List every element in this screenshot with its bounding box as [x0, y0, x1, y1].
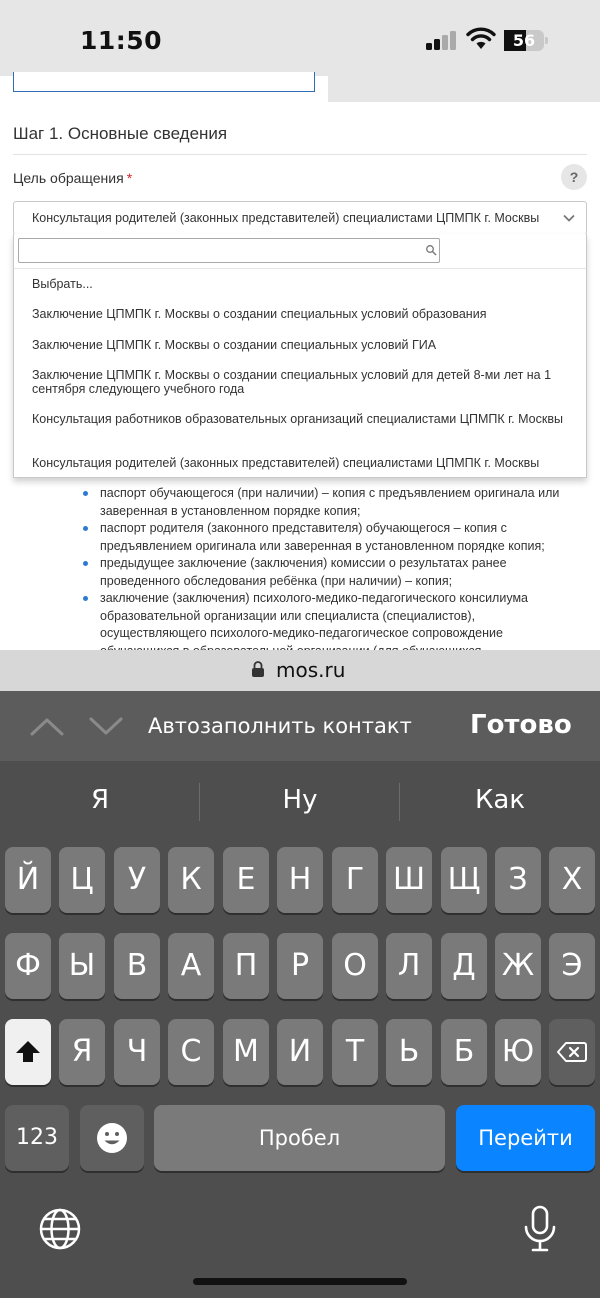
list-item: [83, 520, 583, 555]
key-soft-sign[interactable]: Ь: [386, 1019, 432, 1085]
globe-icon[interactable]: [38, 1207, 82, 1251]
previous-section-strip: [0, 76, 328, 102]
option-education-conditions[interactable]: Заключение ЦПМПК г. Москвы о создании специальных условий образования: [32, 307, 487, 321]
key-i[interactable]: И: [277, 1019, 323, 1085]
list-item: [83, 555, 583, 590]
previous-input-field[interactable]: [13, 72, 315, 92]
key-zh[interactable]: Ж: [495, 933, 541, 999]
key-m[interactable]: М: [223, 1019, 269, 1085]
key-o[interactable]: О: [332, 933, 378, 999]
key-v[interactable]: В: [114, 933, 160, 999]
space-key[interactable]: Пробел: [154, 1105, 445, 1171]
option-gia-conditions[interactable]: Заключение ЦПМПК г. Москвы о создании специальных условий ГИА: [32, 338, 437, 352]
dropdown-search-input[interactable]: [18, 238, 440, 263]
key-g[interactable]: Г: [332, 847, 378, 913]
key-k[interactable]: К: [168, 847, 214, 913]
chevron-up-icon[interactable]: [28, 711, 66, 741]
search-icon: [425, 244, 437, 256]
wifi-icon: [466, 28, 496, 50]
key-t[interactable]: Т: [332, 1019, 378, 1085]
keyboard-accessory-bar: [0, 691, 600, 761]
key-ye[interactable]: Е: [223, 847, 269, 913]
bullet-icon: [83, 596, 88, 601]
documents-list: [83, 485, 583, 660]
battery-level: 56: [512, 31, 536, 50]
shift-icon: [14, 1038, 42, 1066]
bullet-icon: [83, 491, 88, 496]
list-item-text: предыдущее заключение (заключения) комиссии о результатах ранее проведенного обследования ребёнка (при наличии) – копия;: [100, 556, 507, 588]
help-button[interactable]: ?: [561, 164, 587, 190]
key-sh[interactable]: Ш: [386, 847, 432, 913]
key-e[interactable]: Э: [549, 933, 595, 999]
key-yu[interactable]: Ю: [495, 1019, 541, 1085]
purpose-label: [13, 170, 132, 186]
key-z[interactable]: З: [495, 847, 541, 913]
key-kh[interactable]: Х: [549, 847, 595, 913]
purpose-dropdown: [13, 234, 587, 478]
bullet-icon: [83, 561, 88, 566]
purpose-label-text: Цель обращения: [13, 170, 124, 186]
suggestion-1[interactable]: Я: [90, 785, 110, 815]
key-y[interactable]: Ы: [59, 933, 105, 999]
suggestion-2[interactable]: Ну: [282, 785, 318, 815]
chevron-down-icon: [562, 211, 576, 225]
key-n[interactable]: Н: [277, 847, 323, 913]
key-b[interactable]: Б: [441, 1019, 487, 1085]
key-l[interactable]: Л: [386, 933, 432, 999]
list-item-text: заключение (заключения) психолого-медико-педагогического консилиума образовательной организации или специалиста (специалистов), осуществляющего психолого-медико-педагогическое сопровождение: [100, 591, 528, 640]
required-mark: *: [126, 170, 133, 186]
option-parents-consultation[interactable]: Консультация родителей (законных представителей) специалистами ЦПМПК г. Москвы: [32, 456, 540, 470]
key-ya[interactable]: Я: [59, 1019, 105, 1085]
list-item-text: паспорт обучающегося (при наличии) – копия с предъявлением оригинала или заверенная в установленном порядке копия;: [100, 486, 560, 518]
suggestion-3[interactable]: Как: [474, 785, 526, 815]
bullet-icon: [83, 526, 88, 531]
emoji-key[interactable]: [80, 1105, 144, 1171]
chevron-down-icon[interactable]: [87, 711, 125, 741]
keyboard: [0, 761, 600, 1298]
done-button[interactable]: Готово: [470, 710, 572, 740]
url-text: mos.ru: [276, 658, 346, 682]
key-ts[interactable]: Ц: [59, 847, 105, 913]
step-divider: [13, 154, 587, 155]
purpose-select[interactable]: [13, 201, 587, 235]
microphone-icon[interactable]: [522, 1205, 558, 1253]
delete-key[interactable]: [549, 1019, 595, 1085]
backspace-icon: [557, 1041, 587, 1063]
web-page: [0, 102, 600, 650]
status-time: 11:50: [80, 26, 163, 55]
emoji-icon: [95, 1121, 129, 1155]
numbers-key[interactable]: 123: [5, 1105, 69, 1171]
lock-icon: [251, 660, 265, 678]
list-item: [83, 485, 583, 520]
shift-key[interactable]: [5, 1019, 51, 1085]
key-y-short[interactable]: Й: [5, 847, 51, 913]
option-choose[interactable]: Выбрать...: [32, 277, 93, 291]
key-u[interactable]: У: [114, 847, 160, 913]
key-s[interactable]: С: [168, 1019, 214, 1085]
step-title: Шаг 1. Основные сведения: [13, 124, 228, 143]
go-key[interactable]: Перейти: [456, 1105, 595, 1171]
cellular-signal-icon: [426, 30, 458, 50]
purpose-select-value: Консультация родителей (законных представителей) специалистами ЦПМПК г. Москвы: [32, 211, 540, 225]
key-shch[interactable]: Щ: [441, 847, 487, 913]
list-item-text: паспорт родителя (законного представителя) обучающегося – копия с предъявлением оригинала или заверенная в установленном порядке копия;: [100, 521, 545, 553]
battery-icon: [504, 30, 548, 51]
key-f[interactable]: Ф: [5, 933, 51, 999]
key-ch[interactable]: Ч: [114, 1019, 160, 1085]
address-bar[interactable]: [0, 650, 600, 691]
autofill-contact-button[interactable]: Автозаполнить контакт: [148, 714, 412, 738]
key-d[interactable]: Д: [441, 933, 487, 999]
option-staff-consultation[interactable]: Консультация работников образовательных организаций специалистами ЦПМПК г. Москвы: [32, 412, 563, 426]
key-r[interactable]: Р: [277, 933, 323, 999]
home-indicator[interactable]: [193, 1278, 407, 1285]
key-a[interactable]: А: [168, 933, 214, 999]
dropdown-separator: [14, 268, 586, 269]
option-8-year-olds-conditions[interactable]: Заключение ЦПМПК г. Москвы о создании специальных условий для детей 8-ми лет на 1 сентября следующего учебного года: [32, 368, 552, 396]
key-p[interactable]: П: [223, 933, 269, 999]
